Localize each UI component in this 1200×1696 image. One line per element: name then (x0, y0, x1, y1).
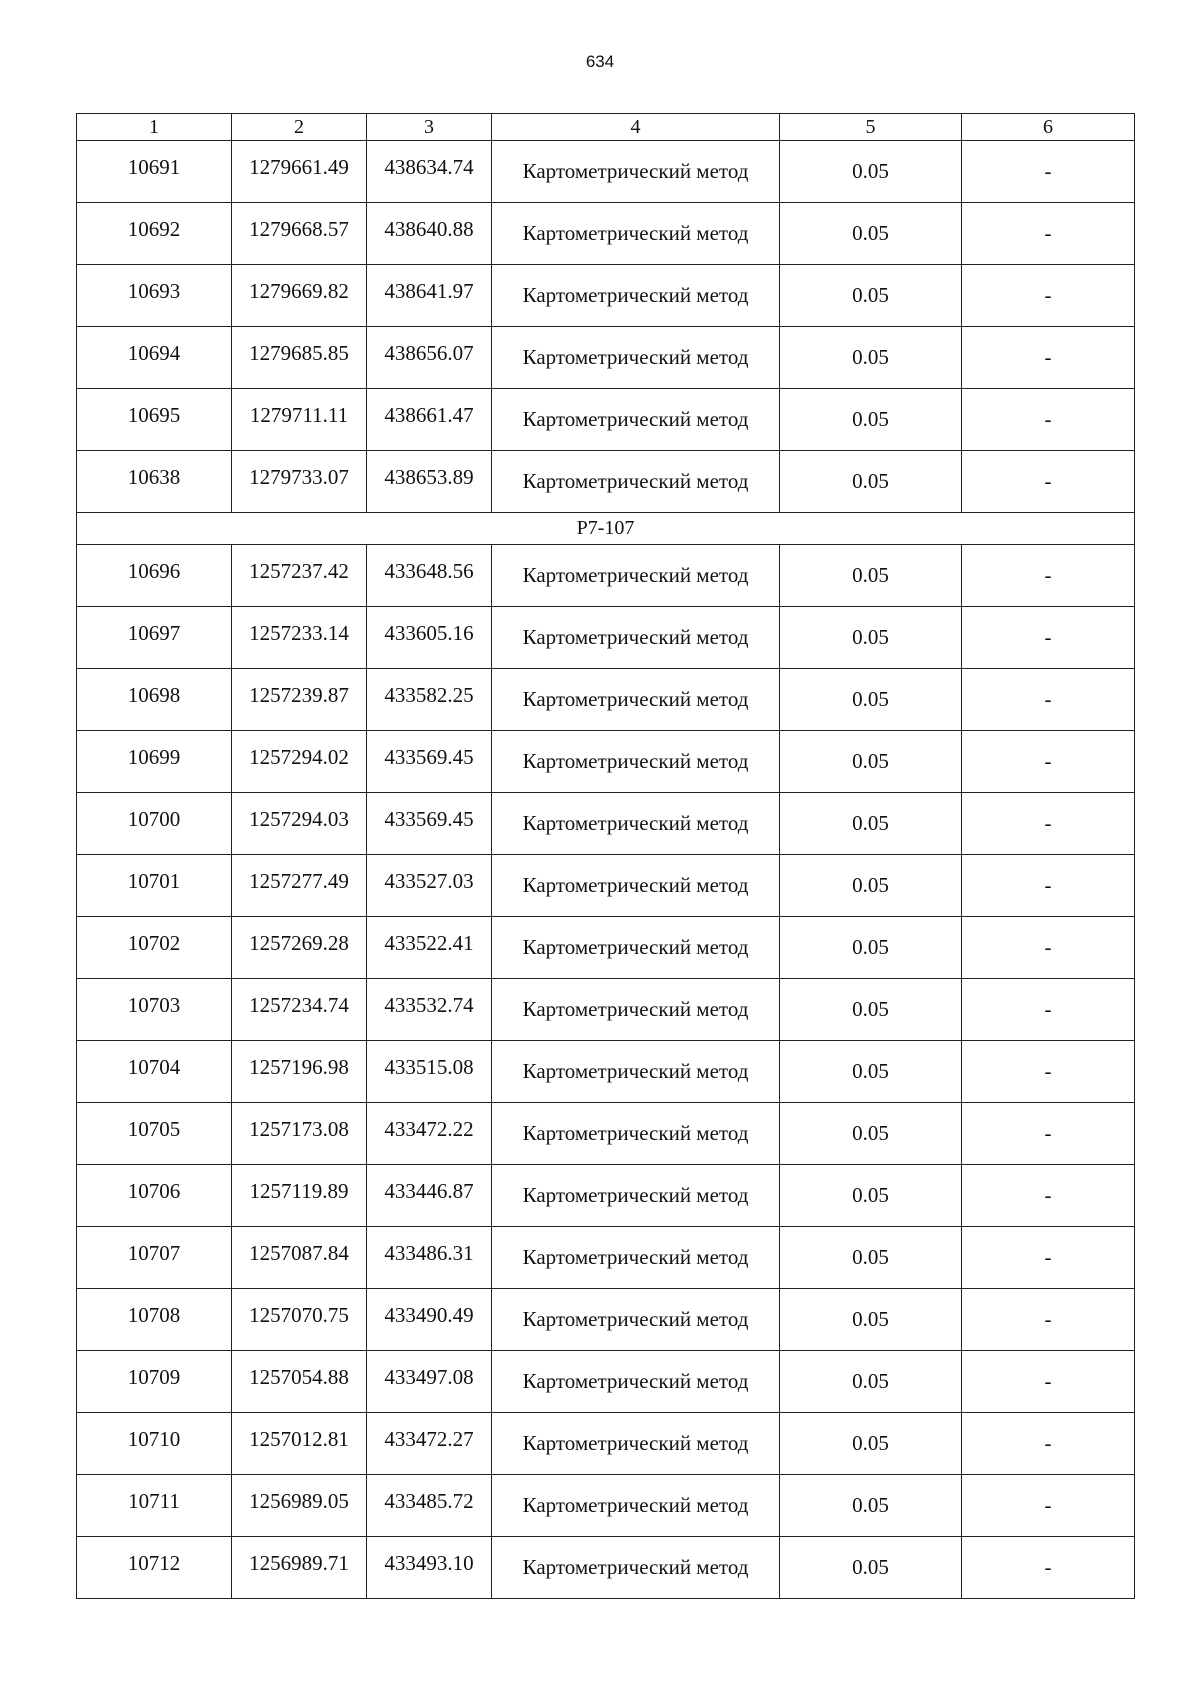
x-coordinate-cell: 1257196.98 (232, 1041, 367, 1103)
note-cell: - (962, 1351, 1135, 1413)
y-coordinate-cell: 433446.87 (367, 1165, 492, 1227)
y-coordinate-cell: 433605.16 (367, 607, 492, 669)
x-coordinate-cell: 1257294.03 (232, 793, 367, 855)
accuracy-cell: 0.05 (780, 265, 962, 327)
accuracy-cell: 0.05 (780, 917, 962, 979)
page-number: 634 (585, 52, 615, 71)
accuracy-cell: 0.05 (780, 327, 962, 389)
point-number-cell: 10697 (77, 607, 232, 669)
accuracy-cell: 0.05 (780, 669, 962, 731)
accuracy-cell: 0.05 (780, 1041, 962, 1103)
accuracy-cell: 0.05 (780, 607, 962, 669)
table-row (77, 327, 1135, 389)
x-coordinate-cell: 1257012.81 (232, 1413, 367, 1475)
note-cell: - (962, 203, 1135, 265)
y-coordinate-cell: 433582.25 (367, 669, 492, 731)
column-header-4: 4 (492, 114, 780, 141)
note-cell: - (962, 327, 1135, 389)
note-cell: - (962, 793, 1135, 855)
table-row (77, 1351, 1135, 1413)
x-coordinate-cell: 1256989.05 (232, 1475, 367, 1537)
y-coordinate-cell: 438661.47 (367, 389, 492, 451)
accuracy-cell: 0.05 (780, 1227, 962, 1289)
table-row (77, 607, 1135, 669)
method-cell: Картометрический метод (492, 1351, 780, 1413)
y-coordinate-cell: 433497.08 (367, 1351, 492, 1413)
coordinates-table (76, 113, 1135, 1599)
method-cell: Картометрический метод (492, 669, 780, 731)
accuracy-cell: 0.05 (780, 545, 962, 607)
x-coordinate-cell: 1279661.49 (232, 141, 367, 203)
y-coordinate-cell: 433485.72 (367, 1475, 492, 1537)
note-cell: - (962, 1041, 1135, 1103)
table-row (77, 1289, 1135, 1351)
point-number-cell: 10698 (77, 669, 232, 731)
method-cell: Картометрический метод (492, 979, 780, 1041)
note-cell: - (962, 1475, 1135, 1537)
point-number-cell: 10695 (77, 389, 232, 451)
y-coordinate-cell: 433515.08 (367, 1041, 492, 1103)
y-coordinate-cell: 433532.74 (367, 979, 492, 1041)
method-cell: Картометрический метод (492, 731, 780, 793)
method-cell: Картометрический метод (492, 1041, 780, 1103)
x-coordinate-cell: 1279685.85 (232, 327, 367, 389)
note-cell: - (962, 265, 1135, 327)
method-cell: Картометрический метод (492, 607, 780, 669)
accuracy-cell: 0.05 (780, 1537, 962, 1599)
x-coordinate-cell: 1257070.75 (232, 1289, 367, 1351)
table-row (77, 1413, 1135, 1475)
note-cell: - (962, 141, 1135, 203)
accuracy-cell: 0.05 (780, 203, 962, 265)
table-row (77, 389, 1135, 451)
x-coordinate-cell: 1257087.84 (232, 1227, 367, 1289)
method-cell: Картометрический метод (492, 1289, 780, 1351)
table-row (77, 731, 1135, 793)
point-number-cell: 10705 (77, 1103, 232, 1165)
note-cell: - (962, 979, 1135, 1041)
y-coordinate-cell: 433472.22 (367, 1103, 492, 1165)
point-number-cell: 10708 (77, 1289, 232, 1351)
y-coordinate-cell: 433472.27 (367, 1413, 492, 1475)
accuracy-cell: 0.05 (780, 1475, 962, 1537)
point-number-cell: 10702 (77, 917, 232, 979)
note-cell: - (962, 1103, 1135, 1165)
method-cell: Картометрический метод (492, 1227, 780, 1289)
x-coordinate-cell: 1257277.49 (232, 855, 367, 917)
accuracy-cell: 0.05 (780, 451, 962, 513)
point-number-cell: 10693 (77, 265, 232, 327)
method-cell: Картометрический метод (492, 451, 780, 513)
y-coordinate-cell: 438634.74 (367, 141, 492, 203)
note-cell: - (962, 545, 1135, 607)
method-cell: Картометрический метод (492, 917, 780, 979)
accuracy-cell: 0.05 (780, 731, 962, 793)
x-coordinate-cell: 1257239.87 (232, 669, 367, 731)
point-number-cell: 10706 (77, 1165, 232, 1227)
note-cell: - (962, 669, 1135, 731)
x-coordinate-cell: 1279733.07 (232, 451, 367, 513)
column-header-5: 5 (780, 114, 962, 141)
y-coordinate-cell: 433490.49 (367, 1289, 492, 1351)
column-header-6: 6 (962, 114, 1135, 141)
column-header-3: 3 (367, 114, 492, 141)
table-row (77, 141, 1135, 203)
section-title: Р7-107 (77, 513, 1135, 545)
point-number-cell: 10638 (77, 451, 232, 513)
y-coordinate-cell: 438656.07 (367, 327, 492, 389)
y-coordinate-cell: 438640.88 (367, 203, 492, 265)
point-number-cell: 10711 (77, 1475, 232, 1537)
method-cell: Картометрический метод (492, 1537, 780, 1599)
accuracy-cell: 0.05 (780, 979, 962, 1041)
method-cell: Картометрический метод (492, 141, 780, 203)
accuracy-cell: 0.05 (780, 793, 962, 855)
table-row (77, 1041, 1135, 1103)
point-number-cell: 10694 (77, 327, 232, 389)
note-cell: - (962, 1165, 1135, 1227)
y-coordinate-cell: 433493.10 (367, 1537, 492, 1599)
point-number-cell: 10710 (77, 1413, 232, 1475)
accuracy-cell: 0.05 (780, 1103, 962, 1165)
x-coordinate-cell: 1257237.42 (232, 545, 367, 607)
x-coordinate-cell: 1279711.11 (232, 389, 367, 451)
point-number-cell: 10700 (77, 793, 232, 855)
table-row (77, 265, 1135, 327)
table-row (77, 1227, 1135, 1289)
note-cell: - (962, 451, 1135, 513)
note-cell: - (962, 855, 1135, 917)
x-coordinate-cell: 1257054.88 (232, 1351, 367, 1413)
method-cell: Картометрический метод (492, 793, 780, 855)
column-header-1: 1 (77, 114, 232, 141)
point-number-cell: 10709 (77, 1351, 232, 1413)
table-row (77, 451, 1135, 513)
table-row (77, 979, 1135, 1041)
method-cell: Картометрический метод (492, 203, 780, 265)
y-coordinate-cell: 433569.45 (367, 793, 492, 855)
x-coordinate-cell: 1279669.82 (232, 265, 367, 327)
table-row (77, 1165, 1135, 1227)
y-coordinate-cell: 438641.97 (367, 265, 492, 327)
note-cell: - (962, 1227, 1135, 1289)
table-row (77, 545, 1135, 607)
method-cell: Картометрический метод (492, 855, 780, 917)
point-number-cell: 10692 (77, 203, 232, 265)
point-number-cell: 10707 (77, 1227, 232, 1289)
table-row (77, 855, 1135, 917)
table-row (77, 1475, 1135, 1537)
x-coordinate-cell: 1257173.08 (232, 1103, 367, 1165)
x-coordinate-cell: 1257294.02 (232, 731, 367, 793)
accuracy-cell: 0.05 (780, 141, 962, 203)
y-coordinate-cell: 433522.41 (367, 917, 492, 979)
table-row (77, 793, 1135, 855)
table-body (77, 141, 1135, 1599)
table-row (77, 917, 1135, 979)
method-cell: Картометрический метод (492, 389, 780, 451)
point-number-cell: 10701 (77, 855, 232, 917)
accuracy-cell: 0.05 (780, 1413, 962, 1475)
point-number-cell: 10704 (77, 1041, 232, 1103)
accuracy-cell: 0.05 (780, 855, 962, 917)
x-coordinate-cell: 1257233.14 (232, 607, 367, 669)
accuracy-cell: 0.05 (780, 1351, 962, 1413)
x-coordinate-cell: 1257119.89 (232, 1165, 367, 1227)
method-cell: Картометрический метод (492, 1103, 780, 1165)
table-row (77, 669, 1135, 731)
y-coordinate-cell: 438653.89 (367, 451, 492, 513)
point-number-cell: 10691 (77, 141, 232, 203)
point-number-cell: 10712 (77, 1537, 232, 1599)
y-coordinate-cell: 433569.45 (367, 731, 492, 793)
y-coordinate-cell: 433527.03 (367, 855, 492, 917)
x-coordinate-cell: 1257269.28 (232, 917, 367, 979)
accuracy-cell: 0.05 (780, 1165, 962, 1227)
column-header-2: 2 (232, 114, 367, 141)
method-cell: Картометрический метод (492, 1413, 780, 1475)
table-row (77, 1537, 1135, 1599)
y-coordinate-cell: 433486.31 (367, 1227, 492, 1289)
point-number-cell: 10703 (77, 979, 232, 1041)
method-cell: Картометрический метод (492, 327, 780, 389)
section-row (77, 513, 1135, 545)
note-cell: - (962, 607, 1135, 669)
note-cell: - (962, 1289, 1135, 1351)
note-cell: - (962, 917, 1135, 979)
point-number-cell: 10699 (77, 731, 232, 793)
method-cell: Картометрический метод (492, 545, 780, 607)
accuracy-cell: 0.05 (780, 1289, 962, 1351)
note-cell: - (962, 1413, 1135, 1475)
note-cell: - (962, 731, 1135, 793)
note-cell: - (962, 389, 1135, 451)
table-row (77, 1103, 1135, 1165)
method-cell: Картометрический метод (492, 1475, 780, 1537)
table-row (77, 203, 1135, 265)
table-header-row (77, 114, 1135, 141)
y-coordinate-cell: 433648.56 (367, 545, 492, 607)
note-cell: - (962, 1537, 1135, 1599)
x-coordinate-cell: 1279668.57 (232, 203, 367, 265)
x-coordinate-cell: 1256989.71 (232, 1537, 367, 1599)
x-coordinate-cell: 1257234.74 (232, 979, 367, 1041)
point-number-cell: 10696 (77, 545, 232, 607)
method-cell: Картометрический метод (492, 265, 780, 327)
accuracy-cell: 0.05 (780, 389, 962, 451)
method-cell: Картометрический метод (492, 1165, 780, 1227)
